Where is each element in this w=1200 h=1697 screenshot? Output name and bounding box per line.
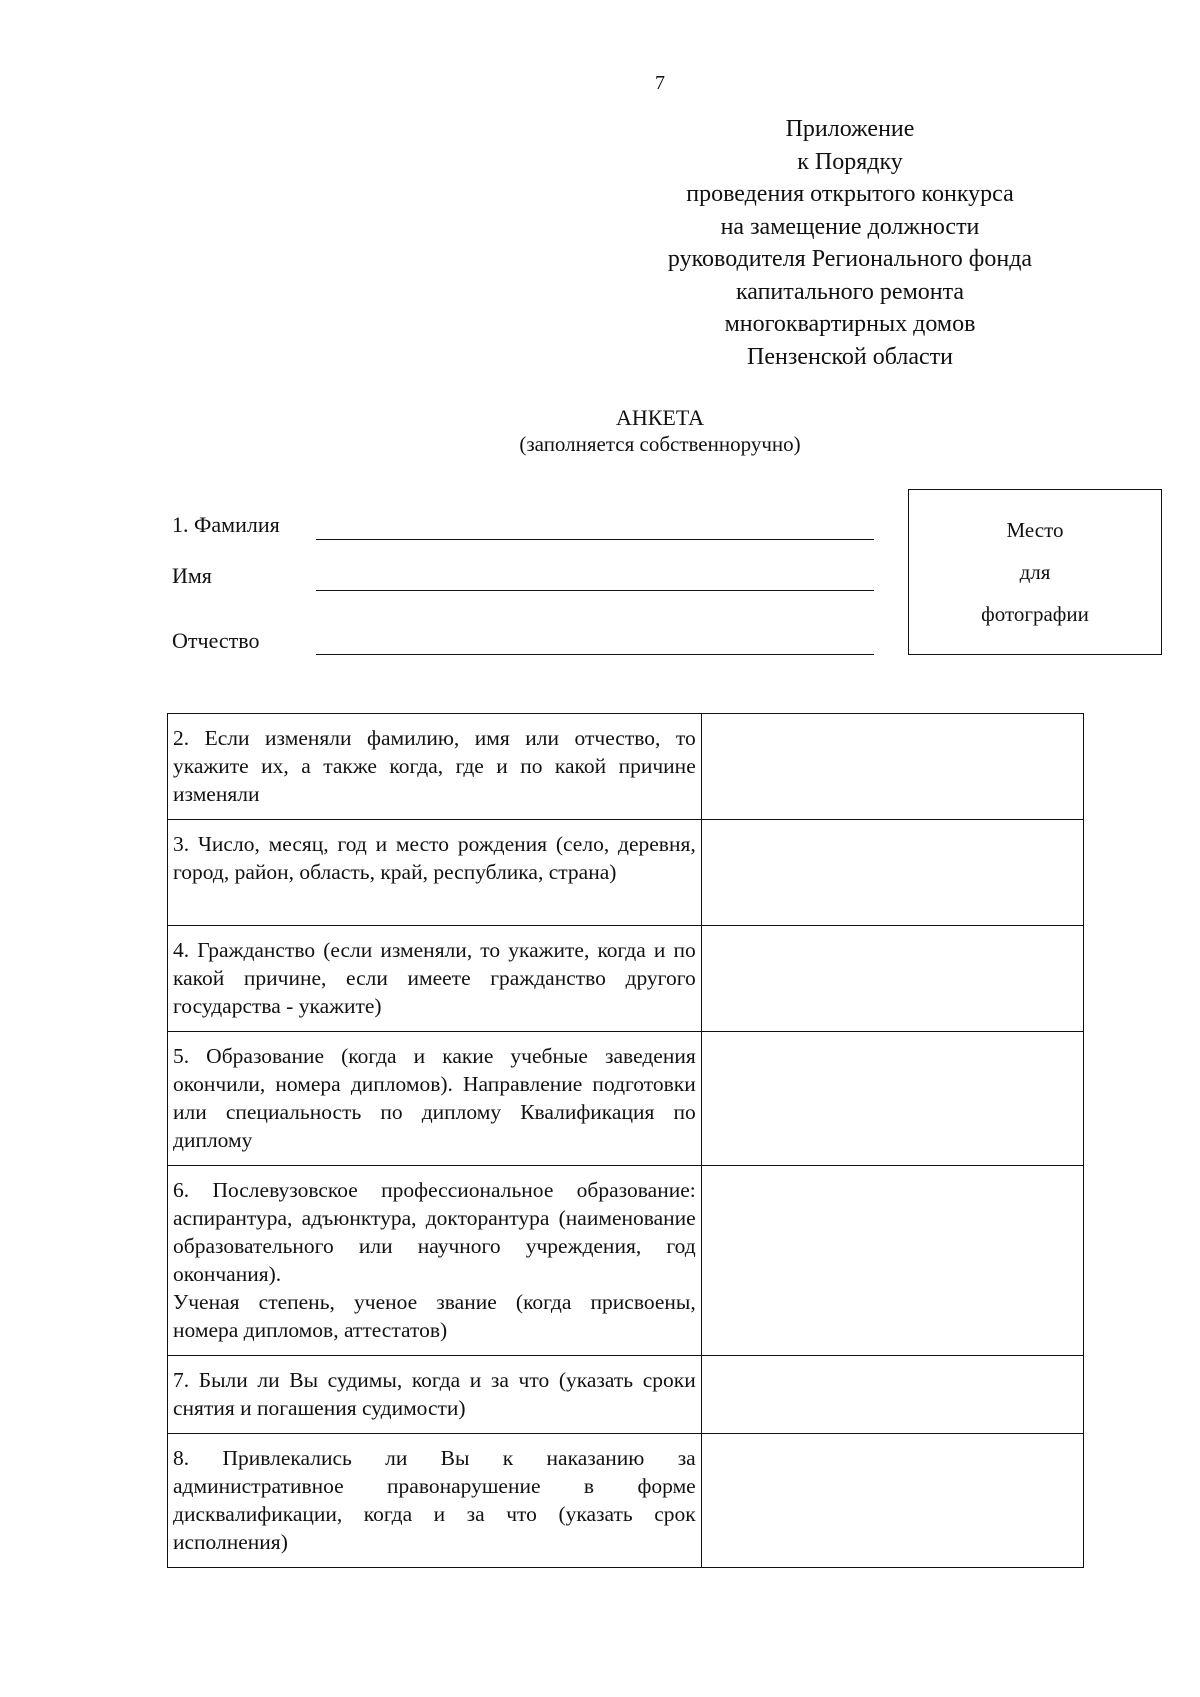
appendix-line: к Порядку [797, 148, 903, 175]
answer-cell[interactable] [701, 1434, 1083, 1568]
appendix-line: руководителя Регионального фонда [667, 246, 1033, 272]
answer-cell[interactable] [701, 1166, 1083, 1356]
form-subtitle: (заполняется собственноручно) [519, 432, 801, 456]
name-field[interactable] [316, 590, 874, 591]
answer-cell[interactable] [701, 714, 1083, 820]
name-label: Имя [172, 563, 212, 588]
photo-label-line: Место [1006, 518, 1064, 542]
table-row [168, 1434, 1084, 1568]
appendix-line: Приложение [785, 116, 915, 142]
question-text: 5. Образование (когда и какие учебные заведения окончили, номера дипломов). Направление подготовки или специальность по диплому Квалификация по диплому [168, 1032, 702, 1166]
table-row [168, 1356, 1084, 1434]
question-text: 3. Число, месяц, год и место рождения (село, деревня, город, район, область, край, республика, страна) [168, 820, 702, 926]
appendix-line: Пензенской области [747, 343, 953, 370]
appendix-line: многоквартирных домов [724, 311, 976, 337]
photo-label-line: фотографии [981, 602, 1089, 626]
table-row [168, 926, 1084, 1032]
table-row [168, 820, 1084, 926]
appendix-line: капитального ремонта [735, 278, 965, 305]
table-row [168, 714, 1084, 820]
answer-cell[interactable] [701, 1032, 1083, 1166]
answer-cell[interactable] [701, 926, 1083, 1032]
page-number: 7 [655, 72, 665, 94]
question-text: 7. Были ли Вы судимы, когда и за что (указать сроки снятия и погашения судимости) [168, 1356, 702, 1434]
answer-cell[interactable] [701, 820, 1083, 926]
patronymic-field[interactable] [316, 654, 874, 655]
form-title: АНКЕТА [615, 405, 705, 430]
surname-field[interactable] [316, 539, 874, 540]
surname-label: 1. Фамилия [172, 512, 280, 537]
question-text-part: Ученая степень, ученое звание (когда присвоены, номера дипломов, аттестатов) [173, 1290, 696, 1342]
answer-cell[interactable] [701, 1356, 1083, 1434]
appendix-line: проведения открытого конкурса [686, 181, 1014, 207]
question-text: 2. Если изменяли фамилию, имя или отчество, то укажите их, а также когда, где и по какой причине изменяли [168, 714, 702, 820]
patronymic-label: Отчество [172, 628, 260, 653]
questionnaire-table [167, 713, 1084, 1568]
question-text-part: 6. Послевузовское профессиональное образование: аспирантура, адъюнктура, докторантура (наименование образовательного или научного учреждения, год окончания). [173, 1178, 696, 1286]
question-text: 4. Гражданство (если изменяли, то укажите, когда и по какой причине, если имеете гражданство другого государства - укажите) [168, 926, 702, 1032]
table-row [168, 1166, 1084, 1356]
question-text: 8. Привлекались ли Вы к наказанию за административное правонарушение в форме дисквалификации, когда и за что (указать срок исполнения) [168, 1434, 702, 1568]
table-row [168, 1032, 1084, 1166]
question-text [168, 1166, 702, 1356]
photo-label-line: для [1019, 560, 1051, 584]
appendix-line: на замещение должности [720, 213, 980, 240]
photo-placeholder [908, 489, 1162, 655]
appendix-header [600, 113, 1100, 373]
